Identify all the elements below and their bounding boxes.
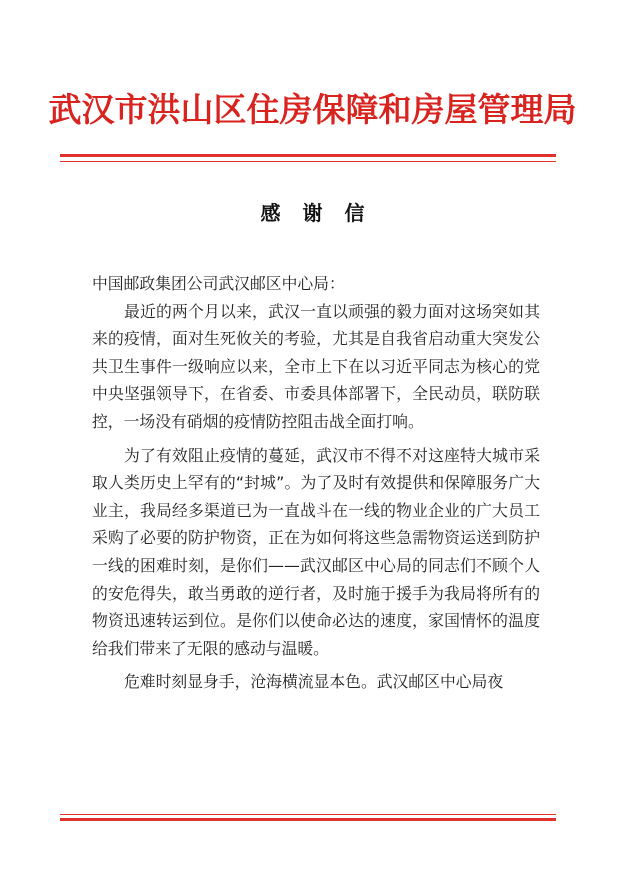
letterhead-org-name: 武汉市洪山区住房保障和房屋管理局 — [48, 90, 577, 129]
letter-paragraph-2: 为了有效阻止疫情的蔓延，武汉市不得不对这座特大城市采取人类历史上罕有的“封城”。为了及时有效提供和保障服务广大业主，我局经多渠道已为一直战斗在一线的物业企业的广大员工采购了必要的防护物资，正在为如何将这些急需物资运送到防护一线的困难时刻，是你们——武汉邮区中心局的同志们不顾个人的安危得失，敢当勇敢的逆行者，及时施于援手为我局将所有的物资迅速转运到位。是你们以使命必达的速度，家国情怀的温度给我们带来了无限的感动与温暖。 — [92, 445, 540, 658]
footer-rule-bottom — [60, 818, 556, 821]
letter-paragraph-1: 最近的两个月以来，武汉一直以顽强的毅力面对这场突如其来的疫情，面对生死攸关的考验，尤其是自我省启动重大突发公共卫生事件一级响应以来，全市上下在以习近平同志为核心的党中央坚强领导下，在省委、市委具体部署下，全民动员，联防联控，一场没有硝烟的疫情防控阻击战全面打响。 — [92, 301, 540, 431]
letterhead-rule-bottom — [60, 161, 556, 162]
letter-body — [92, 270, 540, 696]
letter-title: 感谢信 — [260, 201, 387, 225]
letter-salutation: 中国邮政集团公司武汉邮区中心局： — [92, 274, 345, 293]
letterhead-rule-top — [60, 154, 556, 157]
footer-rule-top — [60, 814, 556, 815]
letter-paragraph-3: 危难时刻显身手，沧海横流显本色。武汉邮区中心局夜 — [124, 672, 504, 692]
